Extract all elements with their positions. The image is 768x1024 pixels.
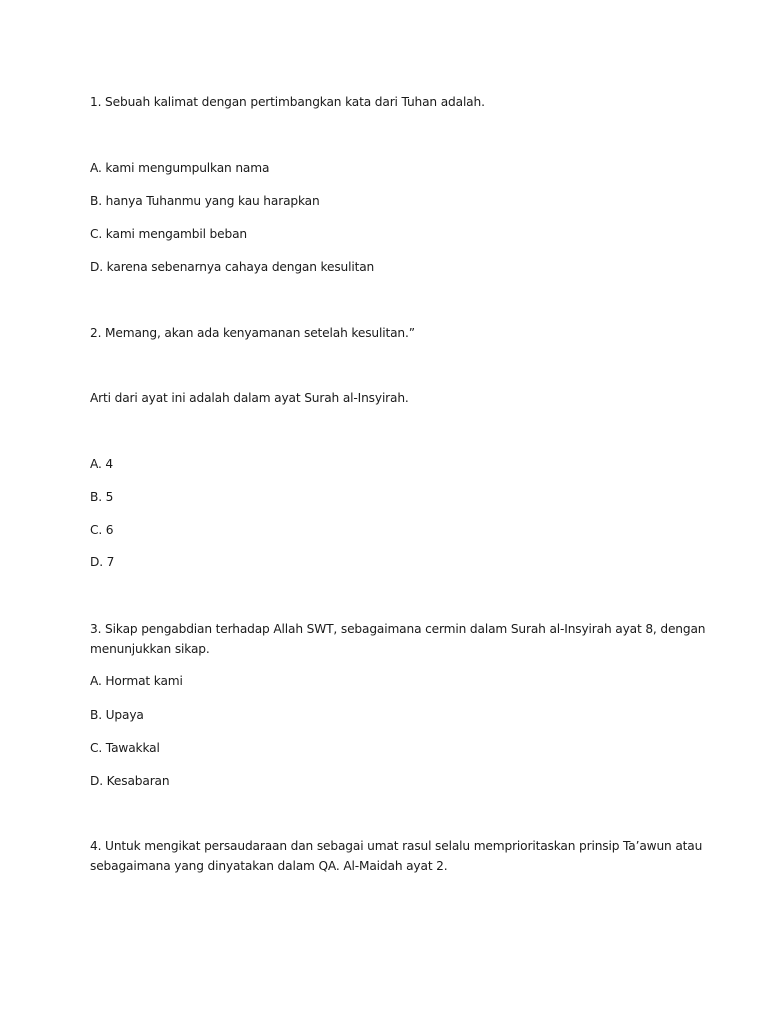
question-3-option-d: D. Kesabaran [90,774,170,788]
question-2-option-d: D. 7 [90,555,115,569]
question-2-subtext: Arti dari ayat ini adalah dalam ayat Surah al-Insyirah. [90,391,409,405]
question-1-option-b: B. hanya Tuhanmu yang kau harapkan [90,194,320,208]
question-4-text-line-1: 4. Untuk mengikat persaudaraan dan sebagai umat rasul selalu memprioritaskan prinsip Ta’awun atau [90,839,703,853]
question-3-option-a: A. Hormat kami [90,674,183,688]
question-2-option-b: B. 5 [90,490,114,504]
question-2-option-a: A. 4 [90,457,114,471]
question-1-text: 1. Sebuah kalimat dengan pertimbangkan kata dari Tuhan adalah. [90,95,485,109]
question-1-option-a: A. kami mengumpulkan nama [90,161,270,175]
question-2-text: 2. Memang, akan ada kenyamanan setelah kesulitan.” [90,326,415,340]
question-1-option-c: C. kami mengambil beban [90,227,247,241]
question-3-text-line-1: 3. Sikap pengabdian terhadap Allah SWT, sebagaimana cermin dalam Surah al-Insyirah ayat 8, dengan [90,622,706,636]
question-1-option-d: D. karena sebenarnya cahaya dengan kesulitan [90,260,375,274]
question-3-text-line-2: menunjukkan sikap. [90,642,210,656]
question-3-option-b: B. Upaya [90,708,144,722]
question-2-option-c: C. 6 [90,523,114,537]
question-4-text-line-2: sebagaimana yang dinyatakan dalam QA. Al-Maidah ayat 2. [90,859,448,873]
question-3-option-c: C. Tawakkal [90,741,160,755]
